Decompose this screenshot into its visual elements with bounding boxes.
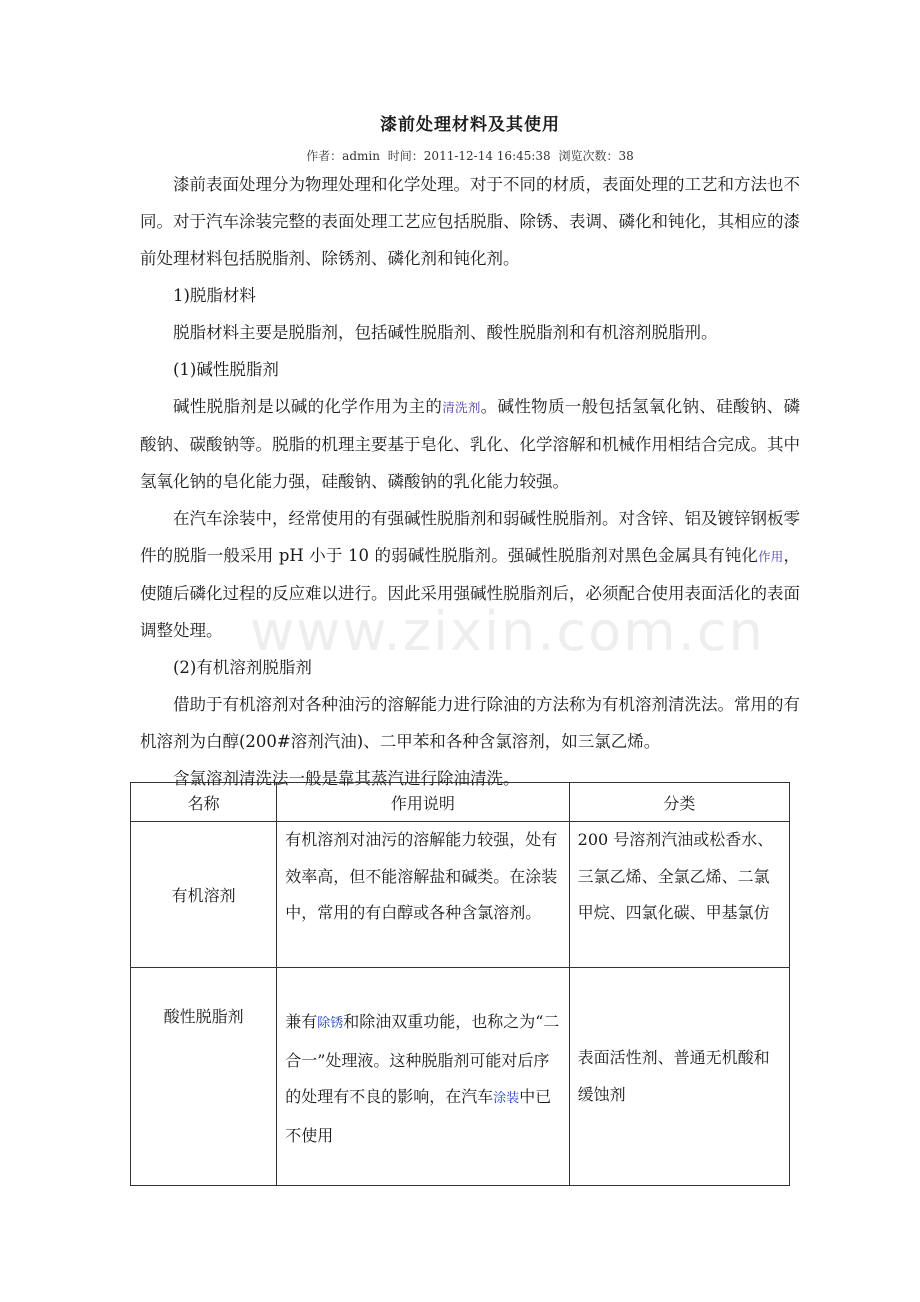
sub2-paragraph-2: 含氯溶剂清洗法一般是靠其蒸汽进行除油清洗。 <box>173 769 520 788</box>
table-header-name: 名称 <box>131 783 277 822</box>
sub1-p1-text-after: 。碱性物质一般包括氢氧化钠、硅酸钠、磷酸钠、碳酸钠等。脱脂的机理主要基于皂化、乳化、化学溶解和机械作用相结合完成。其中氢氧化钠的皂化能力强，硅酸钠、磷酸钠的乳化能力较强。 <box>140 397 801 491</box>
table-cell-class: 表面活性剂、普通无机酸和缓蚀剂 <box>569 968 789 1186</box>
sub1-p1-text-before: 碱性脱脂剂是以碱的化学作用为主的 <box>173 397 443 416</box>
section1-heading: 1)脱脂材料 <box>173 286 256 305</box>
sub1-heading: (1)碱性脱脂剂 <box>173 360 279 379</box>
meta-author: 作者：admin <box>306 149 380 163</box>
article-title: 漆前处理材料及其使用 <box>380 115 560 135</box>
sub2-heading: (2)有机溶剂脱脂剂 <box>173 658 312 677</box>
section1-paragraph: 脱脂材料主要是脱脂剂，包括碱性脱脂剂、酸性脱脂剂和有机溶剂脱脂刑。 <box>173 323 718 342</box>
table-cell-desc <box>277 968 569 1186</box>
article <box>140 110 801 1145</box>
row2-desc-c: 中已不使用 <box>285 1087 552 1145</box>
cleaning-agent-link[interactable]: 清洗剂 <box>442 400 481 415</box>
meta-time: 时间：2011-12-14 16:45:38 <box>387 149 551 163</box>
table-header-desc: 作用说明 <box>277 783 569 822</box>
sub1-p2-text-before: 在汽车涂装中，经常使用的有强碱性脱脂剂和弱碱性脱脂剂。对含锌、铝及镀锌钢板零件的脱脂一般采用 pH 小于 10 的弱碱性脱脂剂。强碱性脱脂剂对黑色金属具有钝化 <box>140 509 800 565</box>
table-cell-name: 酸性脱脂剂 <box>131 968 277 1186</box>
rust-removal-link[interactable]: 除锈 <box>317 1016 344 1031</box>
table-header-row <box>131 783 790 822</box>
sub1-paragraph-2 <box>140 500 800 649</box>
table-cell-class: 200 号溶剂汽油或松香水、三氯乙烯、全氯乙烯、二氯甲烷、四氯化碳、甲基氯仿 <box>569 822 789 968</box>
table-cell-desc: 有机溶剂对油污的溶解能力较强，处有效率高，但不能溶解盐和碱类。在涂装中，常用的有白醇或各种含氯溶剂。 <box>277 822 569 968</box>
watermark: www.zixin.com.cn <box>250 600 765 663</box>
row2-desc-a: 兼有 <box>285 1012 318 1031</box>
intro-paragraph: 漆前表面处理分为物理处理和化学处理。对于不同的材质，表面处理的工艺和方法也不同。对于汽车涂装完整的表面处理工艺应包括脱脂、除锈、表调、磷化和钝化，其相应的漆前处理材料包括脱脂剂、除锈剂、磷化剂和钝化剂。 <box>140 175 800 268</box>
article-meta <box>140 147 800 164</box>
sub1-paragraph-1 <box>140 388 800 500</box>
degreaser-table <box>130 782 790 1186</box>
row2-desc-b: 和除油双重功能，也称之为“二合一”处理液。这种脱脂剂可能对后序的处理有不良的影响，在汽车 <box>285 1012 560 1106</box>
sub2-paragraph-1: 借助于有机溶剂对各种油污的溶解能力进行除油的方法称为有机溶剂清洗法。常用的有机溶剂为白醇(200#溶剂汽油)、二甲苯和各种含氯溶剂，如三氯乙烯。 <box>140 695 800 751</box>
table-header-class: 分类 <box>569 783 789 822</box>
meta-views: 浏览次数：38 <box>558 149 634 163</box>
table-cell-name: 有机溶剂 <box>131 822 277 968</box>
coating-link[interactable]: 涂装 <box>493 1091 520 1106</box>
table-row <box>131 968 790 1186</box>
effect-link[interactable]: 作用 <box>758 549 784 564</box>
sub1-p2-text-after: ，使随后磷化过程的反应难以进行。因此采用强碱性脱脂剂后，必须配合使用表面活化的表面调整处理。 <box>140 546 800 640</box>
table-row <box>131 822 790 968</box>
